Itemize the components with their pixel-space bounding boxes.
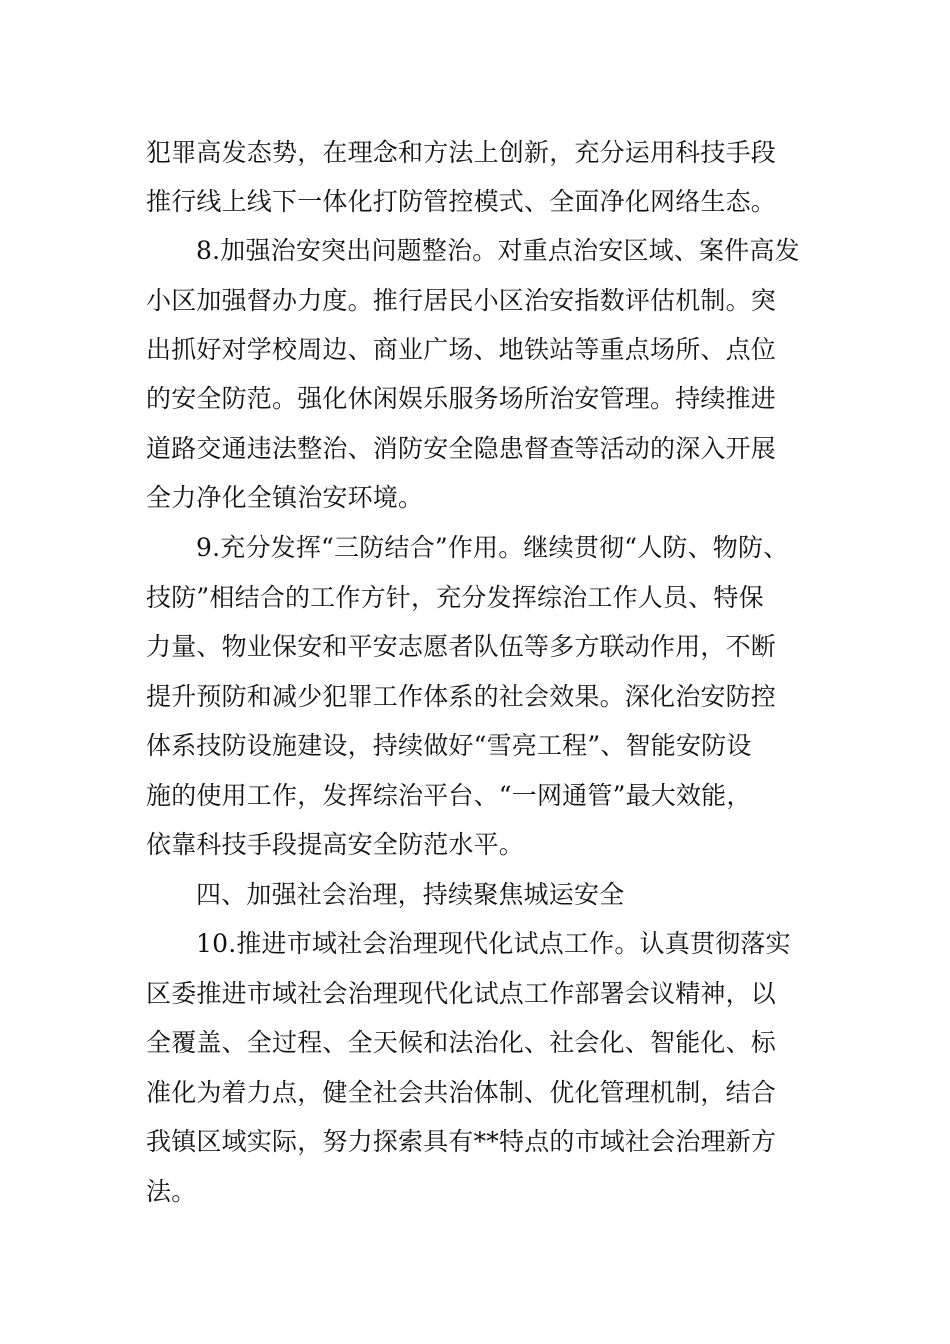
text-line-12: 提升预防和减少犯罪工作体系的社会效果。深化治安防控 (146, 682, 777, 711)
text-line-10: 技防”相结合的工作方针，充分发挥综治工作人员、特保 (146, 583, 764, 612)
text-line-21: 我镇区域实际，努力探索具有**特点的市域社会治理新方 (146, 1127, 777, 1156)
text-line-1: 犯罪高发态势，在理念和方法上创新，充分运用科技手段 (146, 138, 777, 167)
text-line-8: 全力净化全镇治安环境。 (146, 483, 424, 512)
text-line-2: 推行线上线下一体化打防管控模式、全面净化网络生态。 (146, 187, 777, 216)
text-line-4: 小区加强督办力度。推行居民小区治安指数评估机制。突 (146, 286, 777, 315)
text-line-6: 的安全防范。强化休闲娱乐服务场所治安管理。持续推进 (146, 384, 777, 413)
paragraph-8-heading-line: 8.加强治安突出问题整治。对重点治安区域、案件高发 (196, 236, 800, 265)
text-line-5: 出抓好对学校周边、商业广场、地铁站等重点场所、点位 (146, 335, 777, 364)
text-line-20: 准化为着力点，健全社会共治体制、优化管理机制，结合 (146, 1078, 777, 1107)
paragraph-9-heading-line: 9.充分发挥“三防结合”作用。继续贯彻“人防、物防、 (196, 533, 789, 562)
text-line-13: 体系技防设施建设，持续做好“雪亮工程”、智能安防设 (146, 731, 752, 760)
text-line-18: 区委推进市域社会治理现代化试点工作部署会议精神，以 (146, 979, 777, 1008)
text-line-22: 法。 (146, 1177, 197, 1206)
text-line-19: 全覆盖、全过程、全天候和法治化、社会化、智能化、标 (146, 1028, 777, 1057)
section-4-heading: 四、加强社会治理，持续聚焦城运安全 (196, 880, 625, 909)
text-line-15: 依靠科技手段提高安全防范水平。 (146, 830, 525, 859)
paragraph-10-heading-line: 10.推进市域社会治理现代化试点工作。认真贯彻落实 (196, 929, 791, 958)
text-line-14: 施的使用工作，发挥综治平台、“一网通管”最大效能， (146, 781, 752, 810)
text-line-7: 道路交通违法整治、消防安全隐患督查等活动的深入开展 (146, 434, 777, 463)
text-line-11: 力量、物业保安和平安志愿者队伍等多方联动作用，不断 (146, 632, 777, 661)
